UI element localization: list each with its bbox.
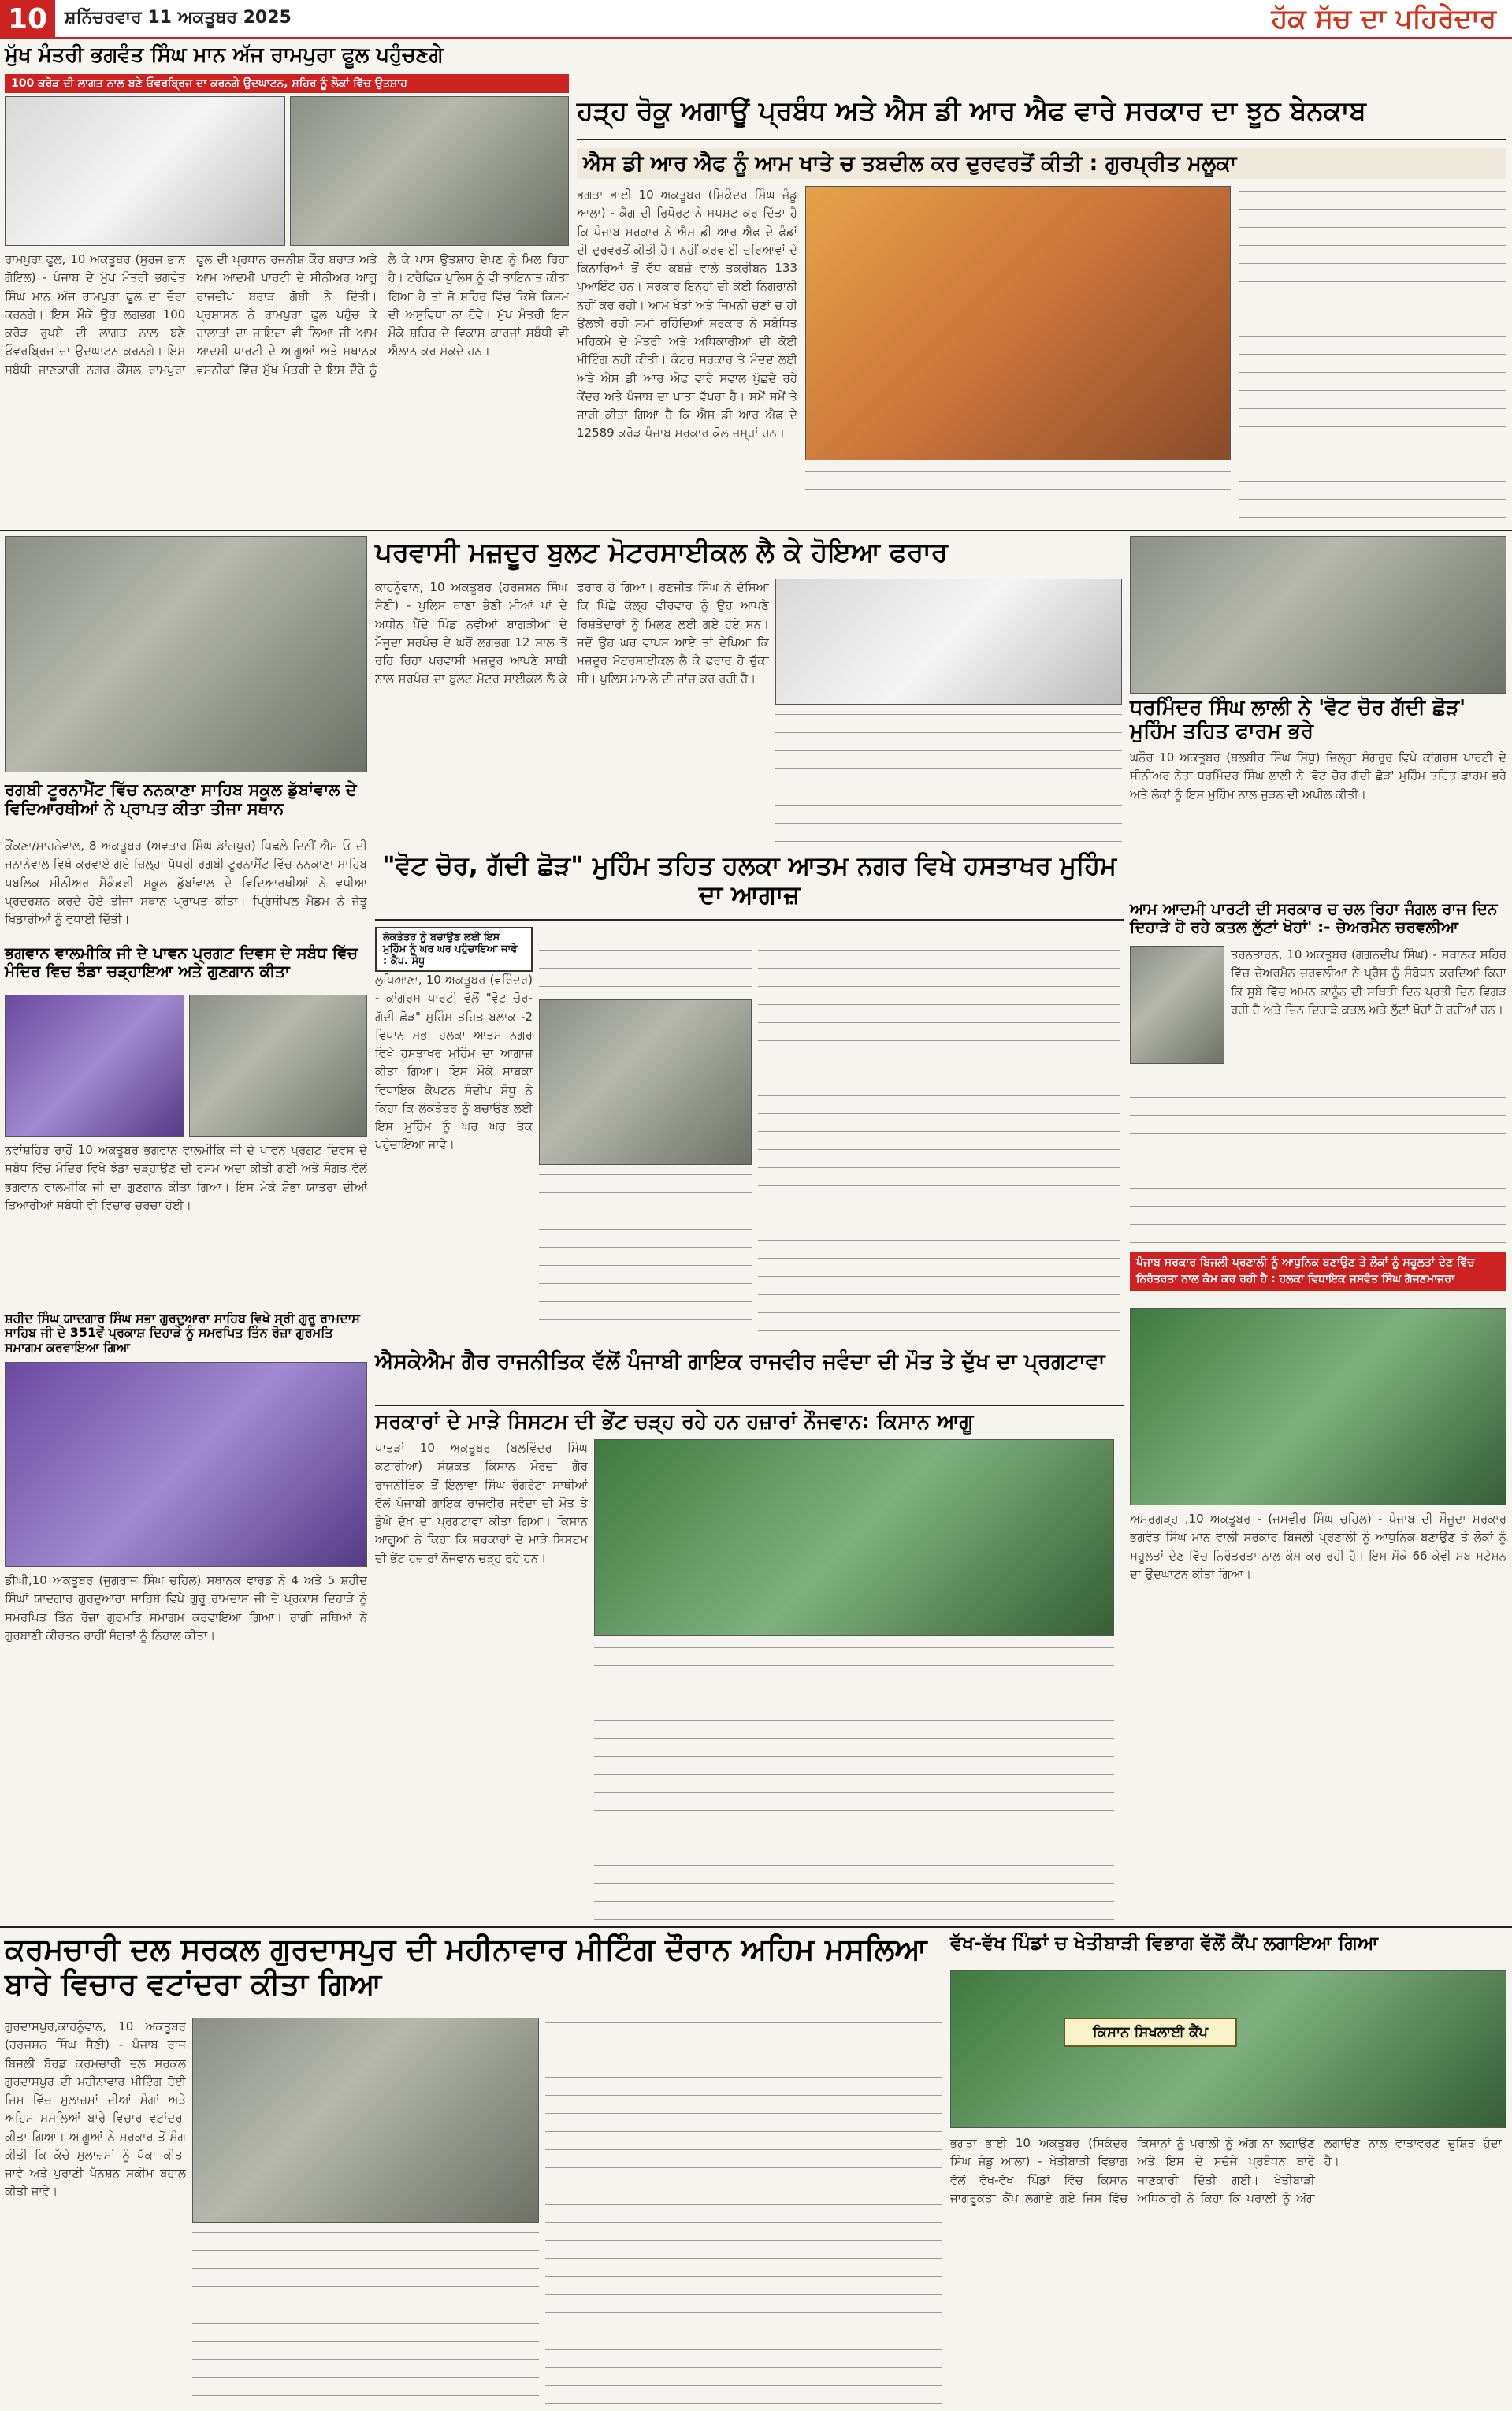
bottom-section-rule	[0, 1926, 1512, 1928]
story1-photo-right	[290, 96, 569, 246]
story8-body: ਘਨੌਰ 10 ਅਕਤੂਬਰ (ਬਲਬੀਰ ਸਿੰਘ ਸਿੱਧੂ) ਜ਼ਿਲ੍ਹਾ ਸੰਗਰੂਰ ਵਿਖੇ ਕਾਂਗਰਸ ਪਾਰਟੀ ਦੇ ਸੀਨੀਅਰ ਨੇਤਾ ਧਰਮਿੰਦਰ ਸਿੰਘ ਲਾਲੀ ਨੇ 'ਵੋਟ ਚੋਰ ਗੱਦੀ ਛੋੜ' ਮੁਹਿੰਮ ਤਹਿਤ ਫਾਰਮ ਭਰੇ ਅਤੇ ਲੋਕਾਂ ਨੂੰ ਇਸ ਮੁਹਿੰਮ ਨਾਲ ਜੁੜਨ ਦੀ ਅਪੀਲ ਕੀਤੀ।	[1130, 750, 1506, 802]
story9-body: ਤਰਨਤਾਰਨ, 10 ਅਕਤੂਬਰ (ਗਗਨਦੀਪ ਸਿੰਘ) - ਸਥਾਨਕ ਸ਼ਹਿਰ ਵਿੱਚ ਚੇਅਰਮੈਨ ਚਰਵਲੀਆ ਨੇ ਪ੍ਰੈਸ ਨੂੰ ਸੰਬੋਧਨ ਕਰਦਿਆਂ ਕਿਹਾ ਕਿ ਸੂਬੇ ਵਿੱਚ ਅਮਨ ਕਾਨੂੰਨ ਦੀ ਸਥਿਤੀ ਦਿਨ ਪ੍ਰਤੀ ਦਿਨ ਵਿਗੜ ਰਹੀ ਹੈ ਅਤੇ ਦਿਨ ਦਿਹਾੜੇ ਕਤਲ ਅਤੇ ਲੁੱਟਾਂ ਖੋਹਾਂ ਹੋ ਰਹੀਆਂ ਹਨ।	[1231, 947, 1506, 1017]
story7-headline: "ਵੋਟ ਚੋਰ, ਗੱਦੀ ਛੋੜ" ਮੁਹਿੰਮ ਤਹਿਤ ਹਲਕਾ ਆਤਮ ਨਗਰ ਵਿਖੇ ਹਸਤਾਖਰ ਮੁਹਿੰਮ ਦਾ ਆਗਾਜ਼	[381, 850, 1117, 910]
story7-text-top	[539, 927, 752, 995]
story2-body-col1: ਭਗਤਾ ਭਾਈ 10 ਅਕਤੂਬਰ (ਸਿਕੰਦਰ ਸਿੰਘ ਜੰਡੂ ਆਲਾ) - ਕੈਗ ਦੀ ਰਿਪੋਰਟ ਨੇ ਸਪਸ਼ਟ ਕਰ ਦਿੱਤਾ ਹੈ ਕਿ ਪੰਜਾਬ ਸਰਕਾਰ ਨੇ ਐਸ ਡੀ ਆਰ ਐਫ ਦੇ ਫੰਡਾਂ ਦੀ ਦੁਰਵਰਤੋਂ ਕੀਤੀ ਹੈ। ਨਹੀਂ ਕਰਵਾਈ ਦਰਿਆਵਾਂ ਦੇ ਕਿਨਾਰਿਆਂ ਤੋਂ ਵੱਧ ਕਬਜ਼ੇ ਵਾਲੇ ਤਕਰੀਬਨ 133 ਪੁਆਇੰਟ ਹਨ। ਸਰਕਾਰ ਇਨ੍ਹਾਂ ਦੀ ਕੋਈ ਨਿਗਰਾਨੀ ਨਹੀਂ ਕਰ ਰਹੀ। ਆਮ ਖੇਤਾਂ ਅਤੇ ਜਿਮਨੀ ਚੋਣਾਂ ਚ ਹੀ ਉਲਝੀ ਰਹੀ ਸਮਾਂ ਰਹਿੰਦਿਆਂ ਸਰਕਾਰ ਨੇ ਸਬੰਧਿਤ ਮਹਿਕਮੇ ਦੇ ਮੰਤਰੀ ਅਤੇ ਅਧਿਕਾਰੀਆਂ ਦੀ ਕੋਈ ਮੀਟਿੰਗ ਨਹੀਂ ਕੀਤੀ। ਕੰਟਰ ਸਰਕਾਰ ਤੇ ਮੰਦਦ ਲਈ ਅਤੇ ਐਸ ਡੀ ਆਰ ਐਫ ਵਾਰੇ ਸਵਾਲ ਪੁੱਛਦੇ ਰਹੇ ਕੇਂਦਰ ਅਤੇ ਪੰਜਾਬ ਦਾ ਖਾਤਾ ਵੱਖਰਾ ਹੈ। ਸਮੇਂ ਸਮੇਂ ਤੇ ਜਾਰੀ ਕੀਤਾ ਗਿਆ ਹੈ ਕਿ ਐਸ ਡੀ ਆਰ ਐਫ ਦੇ 12589 ਕਰੋੜ ਪੰਜਾਬ ਸਰਕਾਰ ਕੋਲ ਜਮ੍ਹਾਂ ਹਨ।	[577, 188, 797, 441]
story13-photo	[950, 1970, 1506, 2128]
story7-text-mid	[539, 1170, 752, 1341]
story13-headline: ਵੱਖ-ਵੱਖ ਪਿੰਡਾਂ ਚ ਖੇਤੀਬਾੜੀ ਵਿਭਾਗ ਵੱਲੋਂ ਕੈਂਪ ਲਗਾਇਆ ਗਿਆ	[950, 1932, 1379, 1954]
story4-body: ਕੌਂਕਣਾ/ਸਾਹਨੇਵਾਲ, 8 ਅਕਤੂਬਰ (ਅਵਤਾਰ ਸਿੰਘ ਡਾਂਗਪੁਰ) ਪਿਛਲੇ ਦਿਨੀਂ ਐਸ ਓ ਦੀ ਜਨਾਨੇਵਾਲ ਵਿਖੇ ਕਰਵਾਏ ਗਏ ਜ਼ਿਲ੍ਹਾ ਪੱਧਰੀ ਰਗਬੀ ਟੂਰਨਾਮੈਂਟ ਵਿੱਚ ਨਨਕਾਣਾ ਸਾਹਿਬ ਪਬਲਿਕ ਸੀਨੀਅਰ ਸੈਕੰਡਰੀ ਸਕੂਲ ਡੁੱਬਾਂਵਾਲ ਦੇ ਵਿਦਿਆਰਥੀਆਂ ਨੇ ਵਧੀਆ ਪ੍ਰਦਰਸ਼ਨ ਕਰਦੇ ਹੋਏ ਤੀਜਾ ਸਥਾਨ ਪ੍ਰਾਪਤ ਕੀਤਾ। ਪ੍ਰਿੰਸੀਪਲ ਮੈਡਮ ਨੇ ਜੇਤੂ ਖਿਡਾਰੀਆਂ ਨੂੰ ਵਧਾਈ ਦਿੱਤੀ।	[5, 839, 367, 926]
section-rule	[0, 530, 1512, 531]
story12-text-below	[192, 2227, 539, 2404]
story2-headline: ਹੜ੍ਹ ਰੋਕੂ ਅਗਾਊਂ ਪ੍ਰਬੰਧ ਅਤੇ ਐਸ ਡੀ ਆਰ ਐਫ ਵਾਰੇ ਸਰਕਾਰ ਦਾ ਝੂਠ ਬੇਨਕਾਬ	[577, 95, 1366, 127]
story10-headline: ਪੰਜਾਬ ਸਰਕਾਰ ਬਿਜਲੀ ਪ੍ਰਣਾਲੀ ਨੂੰ ਆਧੁਨਿਕ ਬਣਾਉਣ ਤੇ ਲੋਕਾਂ ਨੂੰ ਸਹੂਲਤਾਂ ਦੇਣ ਵਿੱਚ ਨਿਰੰਤਰਤਾ ਨਾਲ ਕੰਮ ਕਰ ਰਹੀ ਹੈ : ਹਲਕਾ ਵਿਧਾਇਕ ਜਸਵੰਤ ਸਿੰਘ ਗੱਜਣਮਾਜਰਾ	[1130, 1252, 1506, 1291]
story9-text-more	[1130, 1092, 1506, 1247]
story5-headline: ਭਗਵਾਨ ਵਾਲਮੀਕਿ ਜੀ ਦੇ ਪਾਵਨ ਪ੍ਰਗਟ ਦਿਵਸ ਦੇ ਸਬੰਧ ਵਿੱਚ ਮੰਦਿਰ ਵਿਚ ਝੰਡਾ ਚੜ੍ਹਾਇਆ ਅਤੇ ਗੁਣਗਾਨ ਕੀਤਾ	[5, 943, 358, 980]
story4-photo	[5, 536, 367, 772]
story10-photo	[1130, 1308, 1506, 1505]
story5-photo-right	[189, 995, 367, 1137]
story5-photo-left	[5, 995, 184, 1137]
story12-body: ਗੁਰਦਾਸਪੁਰ,ਕਾਹਨੂੰਵਾਨ, 10 ਅਕਤੂਬਰ (ਹਰਜਸ਼ਨ ਸਿੰਘ ਸੈਣੀ) - ਪੰਜਾਬ ਰਾਜ ਬਿਜਲੀ ਬੋਰਡ ਕਰਮਚਾਰੀ ਦਲ ਸਰਕਲ ਗੁਰਦਾਸਪੁਰ ਦੀ ਮਹੀਨਾਵਾਰ ਮੀਟਿੰਗ ਹੋਈ ਜਿਸ ਵਿੱਚ ਮੁਲਾਜ਼ਮਾਂ ਦੀਆਂ ਮੰਗਾਂ ਅਤੇ ਅਹਿਮ ਮਸਲਿਆਂ ਬਾਰੇ ਵਿਚਾਰ ਵਟਾਂਦਰਾ ਕੀਤਾ ਗਿਆ। ਆਗੂਆਂ ਨੇ ਸਰਕਾਰ ਤੋਂ ਮੰਗ ਕੀਤੀ ਕਿ ਕੱਚੇ ਮੁਲਾਜ਼ਮਾਂ ਨੂੰ ਪੱਕਾ ਕੀਤਾ ਜਾਵੇ ਅਤੇ ਪੁਰਾਣੀ ਪੈਨਸ਼ਨ ਸਕੀਮ ਬਹਾਲ ਕੀਤੀ ਜਾਵੇ।	[5, 2019, 186, 2199]
story5-body: ਨਵਾਂਸ਼ਹਿਰ ਰਾਹੋਂ 10 ਅਕਤੂਬਰ ਭਗਵਾਨ ਵਾਲਮੀਕਿ ਜੀ ਦੇ ਪਾਵਨ ਪ੍ਰਗਟ ਦਿਵਸ ਦੇ ਸਬੰਧ ਵਿੱਚ ਮੰਦਿਰ ਵਿਖੇ ਝੰਡਾ ਚੜ੍ਹਾਉਣ ਦੀ ਰਸਮ ਅਦਾ ਕੀਤੀ ਗਈ ਅਤੇ ਸੰਗਤ ਵੱਲੋਂ ਭਗਵਾਨ ਵਾਲਮੀਕਿ ਜੀ ਦਾ ਗੁਣਗਾਨ ਕੀਤਾ ਗਿਆ। ਇਸ ਮੌਕੇ ਸ਼ੋਭਾ ਯਾਤਰਾ ਦੀਆਂ ਤਿਆਰੀਆਂ ਸਬੰਧੀ ਵੀ ਵਿਚਾਰ ਚਰਚਾ ਹੋਈ।	[5, 1143, 367, 1212]
story6-headline: ਸ਼ਹੀਦ ਸਿੰਘ ਯਾਦਗਾਰ ਸਿੰਘ ਸਭਾ ਗੁਰਦੁਆਰਾ ਸਾਹਿਬ ਵਿਖੇ ਸ੍ਰੀ ਗੁਰੂ ਰਾਮਦਾਸ ਸਾਹਿਬ ਜੀ ਦੇ 351ਵੇਂ ਪ੍ਰਕਾਸ਼ ਦਿਹਾੜੇ ਨੂੰ ਸਮਰਪਿਤ ਤਿੰਨ ਰੋਜ਼ਾ ਗੁਰਮਤਿ ਸਮਾਗਮ ਕਰਵਾਇਆ ਗਿਆ	[5, 1311, 360, 1355]
story7-kicker: ਲੋਕਤੰਤਰ ਨੂੰ ਬਚਾਉਣ ਲਈ ਇਸ ਮੁਹਿੰਮ ਨੂੰ ਘਰ ਘਰ ਪਹੁੰਚਾਇਆ ਜਾਵੇ : ਕੈਪ. ਸੰਧੂ	[375, 927, 533, 972]
story7-body: ਲੁਧਿਆਣਾ, 10 ਅਕਤੂਬਰ (ਵਰਿੰਦਰ) - ਕਾਂਗਰਸ ਪਾਰਟੀ ਵੱਲੋਂ "ਵੋਟ ਚੋਰ-ਗੱਦੀ ਛੋੜ" ਮੁਹਿੰਮ ਤਹਿਤ ਬਲਾਕ -2 ਵਿਧਾਨ ਸਭਾ ਹਲਕਾ ਆਤਮ ਨਗਰ ਵਿਖੇ ਹਸਤਾਖਰ ਮੁਹਿੰਮ ਦਾ ਆਗਾਜ਼ ਕੀਤਾ ਗਿਆ। ਇਸ ਮੌਕੇ ਸਾਬਕਾ ਵਿਧਾਇਕ ਕੈਪਟਨ ਸੰਦੀਪ ਸੰਧੂ ਨੇ ਕਿਹਾ ਕਿ ਲੋਕਤੰਤਰ ਨੂੰ ਬਚਾਉਣ ਲਈ ਇਸ ਮੁਹਿੰਮ ਨੂੰ ਘਰ ਘਰ ਤੱਕ ਪਹੁੰਚਾਇਆ ਜਾਵੇ।	[375, 973, 533, 1152]
story3-text-right	[775, 709, 1122, 845]
story1-photo-left	[5, 96, 285, 246]
story2-subhead: ਐਸ ਡੀ ਆਰ ਐਫ ਨੂੰ ਆਮ ਖਾਤੇ ਚ ਤਬਦੀਲ ਕਰ ਦੁਰਵਰਤੋਂ ਕੀਤੀ : ਗੁਰਪ੍ਰੀਤ ਮਲੂਕਾ	[577, 148, 1506, 179]
masthead-brand: ਹੱਕ ਸੱਚ ਦਾ ਪਹਿਰੇਦਾਰ	[1271, 3, 1496, 35]
story2-text-right	[1239, 186, 1506, 525]
story7-rule	[375, 919, 1124, 921]
story2-photo	[805, 186, 1231, 460]
story9-portrait	[1130, 946, 1224, 1064]
story3-body: ਕਾਹਨੂੰਵਾਨ, 10 ਅਕਤੂਬਰ (ਹਰਜਸ਼ਨ ਸਿੰਘ ਸੈਣੀ) - ਪੁਲਿਸ ਥਾਣਾ ਭੈਣੀ ਮੀਆਂ ਖਾਂ ਦੇ ਅਧੀਨ ਪੈਂਦੇ ਪਿੰਡ ਨਵੀਆਂ ਬਾਗੜੀਆਂ ਦੇ ਮੌਜੂਦਾ ਸਰਪੰਚ ਦੇ ਘਰੋਂ ਲਗਭਗ 12 ਸਾਲ ਤੋਂ ਰਹਿ ਰਿਹਾ ਪਰਵਾਸੀ ਮਜ਼ਦੂਰ ਆਪਣੇ ਸਾਥੀ ਨਾਲ ਸਰਪੰਚ ਦਾ ਬੁਲਟ ਮੋਟਰ ਸਾਈਕਲ ਲੈ ਕੇ ਫਰਾਰ ਹੋ ਗਿਆ। ਰਣਜੀਤ ਸਿੰਘ ਨੇ ਦੱਸਿਆ ਕਿ ਪਿੱਛੇ ਕੱਲ੍ਹ ਵੀਰਵਾਰ ਨੂੰ ਉਹ ਆਪਣੇ ਰਿਸ਼ਤੇਦਾਰਾਂ ਨੂੰ ਮਿਲਣ ਲਈ ਗਏ ਹੋਏ ਸਨ। ਜਦੋਂ ਉਹ ਘਰ ਵਾਪਸ ਆਏ ਤਾਂ ਦੇਖਿਆ ਕਿ ਮਜ਼ਦੂਰ ਮੋਟਰਸਾਈਕਲ ਲੈ ਕੇ ਫਰਾਰ ਹੋ ਚੁੱਕਾ ਸੀ। ਪੁਲਿਸ ਮਾਮਲੇ ਦੀ ਜਾਂਚ ਕਰ ਰਹੀ ਹੈ।	[375, 580, 769, 686]
story2-rule	[577, 139, 1506, 140]
story11-body: ਪਾਤੜਾਂ 10 ਅਕਤੂਬਰ (ਬਲਵਿੰਦਰ ਸਿੰਘ ਕਟਾਰੀਆ) ਸੰਯੁਕਤ ਕਿਸਾਨ ਮੋਰਚਾ ਗੈਰ ਰਾਜਨੀਤਿਕ ਤੋਂ ਇਲਾਵਾ ਸਿੰਘ ਰੰਗਰੇਟਾ ਸਾਥੀਆਂ ਵੱਲੋਂ ਪੰਜਾਬੀ ਗਾਇਕ ਰਾਜਵੀਰ ਜਵੰਦਾ ਦੀ ਮੌਤ ਤੇ ਡੂੰਘੇ ਦੁੱਖ ਦਾ ਪ੍ਰਗਟਾਵਾ ਕੀਤਾ ਗਿਆ। ਕਿਸਾਨ ਆਗੂਆਂ ਨੇ ਕਿਹਾ ਕਿ ਸਰਕਾਰਾਂ ਦੇ ਮਾੜੇ ਸਿਸਟਮ ਦੀ ਭੇਂਟ ਹਜ਼ਾਰਾਂ ਨੌਜਵਾਨ ਚੜ੍ਹ ਰਹੇ ਹਨ।	[375, 1441, 588, 1565]
story3-headline: ਪਰਵਾਸੀ ਮਜ਼ਦੂਰ ਬੁਲਟ ਮੋਟਰਸਾਈਕਲ ਲੈ ਕੇ ਹੋਇਆ ਫਰਾਰ	[375, 537, 948, 568]
issue-date: ਸ਼ਨਿੱਚਰਵਾਰ 11 ਅਕਤੂਬਰ 2025	[65, 8, 292, 28]
story1-subhead: 100 ਕਰੋੜ ਦੀ ਲਾਗਤ ਨਾਲ ਬਣੇ ਓਵਰਬ੍ਰਿਜ ਦਾ ਕਰਨਗੇ ਉਦਘਾਟਨ, ਸ਼ਹਿਰ ਨੂੰ ਲੋਕਾਂ ਵਿੱਚ ਉਤਸ਼ਾਹ	[5, 74, 569, 93]
story12-headline: ਕਰਮਚਾਰੀ ਦਲ ਸਰਕਲ ਗੁਰਦਾਸਪੁਰ ਦੀ ਮਹੀਨਾਵਾਰ ਮੀਟਿੰਗ ਦੌਰਾਨ ਅਹਿਮ ਮਸਲਿਆ ਬਾਰੇ ਵਿਚਾਰ ਵਟਾਂਦਰਾ ਕੀਤਾ ਗਿਆ	[5, 1932, 927, 2001]
story11-headline: ਐਸਕੇਐਮ ਗੈਰ ਰਾਜਨੀਤਿਕ ਵੱਲੋਂ ਪੰਜਾਬੀ ਗਾਇਕ ਰਾਜਵੀਰ ਜਵੰਦਾ ਦੀ ਮੌਤ ਤੇ ਦੁੱਖ ਦਾ ਪ੍ਰਗਟਾਵਾ	[375, 1349, 1105, 1374]
page-number: 10	[0, 0, 55, 39]
story10-body: ਅਮਰਗੜ੍ਹ ,10 ਅਕਤੂਬਰ - (ਜਸਵੀਰ ਸਿੰਘ ਚਹਿਲ) - ਪੰਜਾਬ ਦੀ ਮੌਜੂਦਾ ਸਰਕਾਰ ਭਗਵੰਤ ਸਿੰਘ ਮਾਨ ਵਾਲੀ ਸਰਕਾਰ ਬਿਜਲੀ ਪ੍ਰਣਾਲੀ ਨੂੰ ਆਧੁਨਿਕ ਬਣਾਉਣ ਤੇ ਲੋਕਾਂ ਨੂੰ ਸਹੂਲਤਾਂ ਦੇਣ ਵਿੱਚ ਨਿਰੰਤਰਤਾ ਨਾਲ ਕੰਮ ਕਰ ਰਹੀ ਹੈ। ਇਸ ਮੌਕੇ 66 ਕੇਵੀ ਸਬ ਸਟੇਸ਼ਨ ਦਾ ਉਦਘਾਟਨ ਕੀਤਾ ਗਿਆ।	[1130, 1512, 1506, 1581]
story12-photo	[192, 2018, 539, 2223]
story3-photo	[775, 579, 1122, 705]
story2-text-below-photo	[805, 467, 1231, 525]
story11-text-below	[594, 1643, 1114, 1920]
story6-photo	[5, 1362, 367, 1567]
story8-photo	[1130, 536, 1506, 694]
story6-body: ਡੀਘੀ,10 ਅਕਤੂਬਰ (ਜੁਗਰਾਜ ਸਿੰਘ ਚਹਿਲ) ਸਥਾਨਕ ਵਾਰਡ ਨੰ 4 ਅਤੇ 5 ਸ਼ਹੀਦ ਸਿੰਘਾਂ ਯਾਦਗਾਰ ਗੁਰਦੁਆਰਾ ਸਾਹਿਬ ਵਿਖੇ ਗੁਰੂ ਰਾਮਦਾਸ ਜੀ ਦੇ ਪ੍ਰਕਾਸ਼ ਦਿਹਾੜੇ ਨੂੰ ਸਮਰਪਿਤ ਤਿੰਨ ਰੋਜ਼ਾ ਗੁਰਮਤਿ ਸਮਾਗਮ ਕਰਵਾਇਆ ਗਿਆ। ਰਾਗੀ ਜਥਿਆਂ ਨੇ ਗੁਰਬਾਣੀ ਕੀਰਤਨ ਰਾਹੀਂ ਸੰਗਤਾਂ ਨੂੰ ਨਿਹਾਲ ਕੀਤਾ।	[5, 1573, 367, 1643]
story8-headline: ਧਰਮਿੰਦਰ ਸਿੰਘ ਲਾਲੀ ਨੇ 'ਵੋਟ ਚੋਰ ਗੱਦੀ ਛੋੜ' ਮੁਹਿੰਮ ਤਹਿਤ ਫਾਰਮ ਭਰੇ	[1130, 696, 1466, 743]
story9-headline: ਆਮ ਆਦਮੀ ਪਾਰਟੀ ਦੀ ਸਰਕਾਰ ਚ ਚਲ ਰਿਹਾ ਜੰਗਲ ਰਾਜ ਦਿਨ ਦਿਹਾੜੇ ਹੋ ਰਹੇ ਕਤਲ ਲੁੱਟਾਂ ਖੋਹਾਂ' :- ਚੇਅਰਮੈਨ ਚਰਵਲੀਆ	[1130, 899, 1498, 936]
story1-headline: ਮੁੱਖ ਮੰਤਰੀ ਭਗਵੰਤ ਸਿੰਘ ਮਾਨ ਅੱਜ ਰਾਮਪੁਰਾ ਫੂਲ ਪਹੁੰਚਣਗੇ	[5, 43, 444, 67]
story11-rule	[375, 1405, 1124, 1406]
story4-headline: ਰਗਬੀ ਟੂਰਨਾਮੈਂਟ ਵਿੱਚ ਨਨਕਾਣਾ ਸਾਹਿਬ ਸਕੂਲ ਡੁੱਬਾਂਵਾਲ ਦੇ ਵਿਦਿਆਰਥੀਆਂ ਨੇ ਪ੍ਰਾਪਤ ਕੀਤਾ ਤੀਜਾ ਸਥਾਨ	[5, 780, 357, 819]
story7-text-right	[758, 927, 1120, 1341]
story1-body: ਰਾਮਪੁਰਾ ਫੂਲ, 10 ਅਕਤੂਬਰ (ਸੁਰਜ ਭਾਨ ਗੋਇਲ) - ਪੰਜਾਬ ਦੇ ਮੁੱਖ ਮੰਤਰੀ ਭਗਵੰਤ ਸਿੰਘ ਮਾਨ ਅੱਜ ਰਾਮਪੁਰਾ ਫੂਲ ਦਾ ਦੌਰਾ ਕਰਨਗੇ। ਇਸ ਮੌਕੇ ਉਹ ਲਗਭਗ 100 ਕਰੋੜ ਰੁਪਏ ਦੀ ਲਾਗਤ ਨਾਲ ਬਣੇ ਓਵਰਬ੍ਰਿਜ ਦਾ ਉਦਘਾਟਨ ਕਰਨਗੇ। ਇਸ ਸਬੰਧੀ ਜਾਣਕਾਰੀ ਨਗਰ ਕੌਂਸਲ ਰਾਮਪੁਰਾ ਫੂਲ ਦੀ ਪ੍ਰਧਾਨ ਰਜਨੀਸ਼ ਕੌਰ ਬਰਾੜ ਅਤੇ ਆਮ ਆਦਮੀ ਪਾਰਟੀ ਦੇ ਸੀਨੀਅਰ ਆਗੂ ਰਾਜਦੀਪ ਬਰਾੜ ਗੋਬੀ ਨੇ ਦਿੱਤੀ। ਪ੍ਰਸ਼ਾਸਨ ਨੇ ਰਾਮਪੁਰਾ ਫੂਲ ਪਹੁੰਚ ਕੇ ਹਾਲਾਤਾਂ ਦਾ ਜਾਇਜ਼ਾ ਵੀ ਲਿਆ ਜੀ ਆਮ ਆਦਮੀ ਪਾਰਟੀ ਦੇ ਆਗੂਆਂ ਅਤੇ ਸਥਾਨਕ ਵਸਨੀਕਾਂ ਵਿੱਚ ਮੁੱਖ ਮੰਤਰੀ ਦੇ ਇਸ ਦੌਰੇ ਨੂੰ ਲੈ ਕੇ ਖਾਸ ਉਤਸ਼ਾਹ ਦੇਖਣ ਨੂੰ ਮਿਲ ਰਿਹਾ ਹੈ। ਟਰੈਫਿਕ ਪੁਲਿਸ ਨੂੰ ਵੀ ਤਾਇਨਾਤ ਕੀਤਾ ਗਿਆ ਹੈ ਤਾਂ ਜੋ ਸ਼ਹਿਰ ਵਿੱਚ ਕਿਸੇ ਕਿਸਮ ਦੀ ਅਸੁਵਿਧਾ ਨਾ ਹੋਵੇ। ਮੁੱਖ ਮੰਤਰੀ ਇਸ ਮੌਕੇ ਸ਼ਹਿਰ ਦੇ ਵਿਕਾਸ ਕਾਰਜਾਂ ਸਬੰਧੀ ਵੀ ਐਲਾਨ ਕਰ ਸਕਦੇ ਹਨ।	[5, 252, 569, 377]
story13-body: ਭਗਤਾ ਭਾਈ 10 ਅਕਤੂਬਰ (ਸਿਕੰਦਰ ਸਿੰਘ ਜੰਡੂ ਆਲਾ) - ਖੇਤੀਬਾੜੀ ਵਿਭਾਗ ਵੱਲੋਂ ਵੱਖ-ਵੱਖ ਪਿੰਡਾਂ ਵਿੱਚ ਕਿਸਾਨ ਜਾਗਰੂਕਤਾ ਕੈਂਪ ਲਗਾਏ ਗਏ ਜਿਸ ਵਿੱਚ ਕਿਸਾਨਾਂ ਨੂੰ ਪਰਾਲੀ ਨੂੰ ਅੱਗ ਨਾ ਲਗਾਉਣ ਅਤੇ ਇਸ ਦੇ ਸੁਚੱਜੇ ਪ੍ਰਬੰਧਨ ਬਾਰੇ ਜਾਣਕਾਰੀ ਦਿੱਤੀ ਗਈ। ਖੇਤੀਬਾੜੀ ਅਧਿਕਾਰੀ ਨੇ ਕਿਹਾ ਕਿ ਪਰਾਲੀ ਨੂੰ ਅੱਗ ਲਗਾਉਣ ਨਾਲ ਵਾਤਾਵਰਣ ਦੂਸ਼ਿਤ ਹੁੰਦਾ ਹੈ।	[950, 2136, 1502, 2205]
story12-text-right	[545, 2018, 942, 2404]
story7-photo	[539, 999, 752, 1165]
story11-subhead: ਸਰਕਾਰਾਂ ਦੇ ਮਾੜੇ ਸਿਸਟਮ ਦੀ ਭੇਂਟ ਚੜ੍ਹ ਰਹੇ ਹਨ ਹਜ਼ਾਰਾਂ ਨੌਜਵਾਨ: ਕਿਸਾਨ ਆਗੂ	[375, 1410, 974, 1434]
story11-photo	[594, 1439, 1114, 1636]
story13-banner: ਕਿਸਾਨ ਸਿਖਲਾਈ ਕੈਂਪ	[1064, 2018, 1237, 2047]
